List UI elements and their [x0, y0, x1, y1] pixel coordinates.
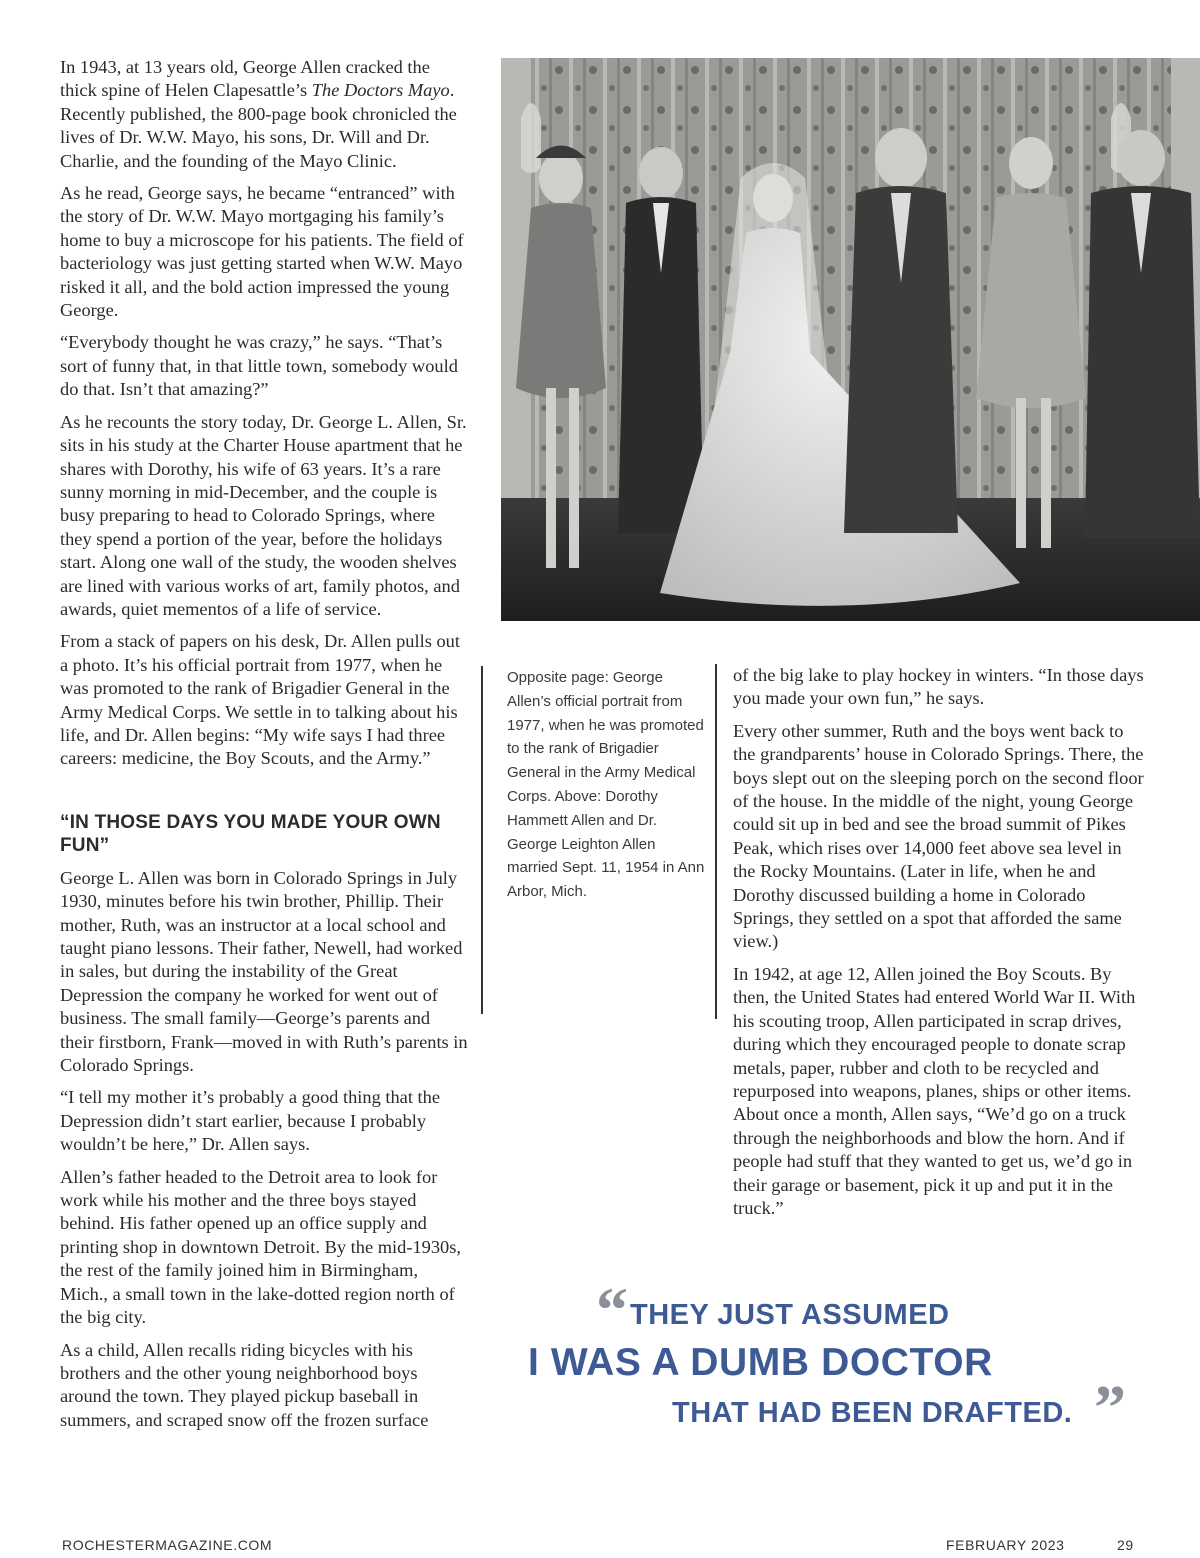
- paragraph-1-text-b: . Recently published, the 800-page book chronicled the lives of Dr. W.W. Mayo, his sons, Dr. Will and Dr. Charlie, and the founding of the Mayo Clinic.: [60, 80, 457, 171]
- paragraph-1-text-a: In 1943, at 13 years old, George Allen cracked the thick spine of Helen Clapesattle’s: [60, 57, 430, 101]
- open-quote-mark: “: [596, 1274, 628, 1345]
- paragraph-3: “Everybody thought he was crazy,” he says. “That’s sort of funny that, in that little town, somebody would do that. Isn’t that amazing?”: [60, 332, 458, 400]
- right-paragraph-3: In 1942, at age 12, Allen joined the Boy Scouts. By then, the United States had entered World War II. With his scouting troop, Allen participated in scrap drives, during which they encouraged people to donate scrap metals, paper, rubber and cloth to be recycled and repurposed into weapons, planes, ships or other items. About once a month, Allen says, “We’d go on a truck through the neighborhoods and blow the horn. And if people had stuff that they wanted to get us, we’d go in their garage or basement, pick it up and put it in the truck.”: [733, 963, 1136, 1218]
- book-title: The Doctors Mayo: [311, 80, 450, 101]
- section-subhead: “IN THOSE DAYS YOU MADE YOUR OWN FUN”: [60, 811, 441, 856]
- wedding-photo: [501, 58, 1200, 621]
- right-paragraph-1: of the big lake to play hockey in winters. “In those days you made your own fun,” he says.: [733, 665, 1144, 709]
- pull-quote-line-2: I WAS A DUMB DOCTOR: [528, 1341, 993, 1384]
- paragraph-5: From a stack of papers on his desk, Dr. Allen pulls out a photo. It’s his official portrait from 1977, when he was promoted to the rank of Brigadier General in the Army Medical Corps. We settle in to talking about his life, and Dr. Allen begins: “My wife says I had three careers: medicine, the Boy Scouts, and the Army.”: [60, 631, 460, 769]
- paragraph-4: As he recounts the story today, Dr. George L. Allen, Sr. sits in his study at the Charter House apartment that he shares with Dorothy, his wife of 63 years. It’s a rare sunny morning in mid-December, and the couple is busy preparing to head to Colorado Springs, where they spend a portion of the year, before the holidays start. Along one wall of the study, the wooden shelves are lined with various works of art, family photos, and awards, quiet mementos of a life of service.: [60, 411, 467, 619]
- wedding-photo-illustration: [501, 58, 1200, 621]
- photo-caption-block: [481, 666, 705, 1014]
- paragraph-7: “I tell my mother it’s probably a good thing that the Depression didn’t start earlier, because I probably wouldn’t be here,” Dr. Allen says.: [60, 1087, 440, 1155]
- pull-quote: [520, 1274, 1160, 1443]
- footer-issue: FEBRUARY 2023: [946, 1537, 1065, 1553]
- paragraph-1: [60, 56, 468, 173]
- footer-page-number: 29: [1117, 1537, 1134, 1553]
- paragraph-2: As he read, George says, he became “entranced” with the story of Dr. W.W. Mayo mortgaging his family’s home to buy a microscope for his patients. The field of bacteriology was just getting started when W.W. Mayo risked it all, and the bold action impressed the young George.: [60, 183, 464, 321]
- footer-site: ROCHESTERMAGAZINE.COM: [62, 1537, 273, 1553]
- right-paragraph-2: Every other summer, Ruth and the boys went back to the grandparents’ house in Colorado Springs. There, the boys slept out on the sleeping porch on the second floor of the house. In the middle of the night, young George could sit up in bed and see the broad summit of Pikes Peak, which rises over 14,000 feet above sea level in the Rocky Mountains. (Later in life, when he and Dorothy discussed building a home in Colorado Springs, they settled on a spot that afforded the same view.): [733, 720, 1144, 952]
- close-quote-mark: ”: [1094, 1372, 1126, 1443]
- photo-caption: Opposite page: George Allen’s official portrait from 1977, when he was promoted to the rank of Brigadier General in the Army Medical Corps. Above: Dorothy Hammett Allen and Dr. George Leighton Allen married Sept. 11, 1954 in Ann Arbor, Mich.: [507, 669, 705, 901]
- article-left-column: [60, 56, 468, 1441]
- article-right-column: [733, 664, 1145, 1229]
- paragraph-6: George L. Allen was born in Colorado Springs in July 1930, minutes before his twin brother, Phillip. Their mother, Ruth, was an instructor at a local school and taught piano lessons. Their father, Newell, had worked in sales, but during the instability of the Great Depression the company he worked for went out of business. The small family—George’s parents and their firstborn, Frank—moved in with Ruth’s parents in Colorado Springs.: [60, 867, 468, 1076]
- paragraph-9: As a child, Allen recalls riding bicycles with his brothers and the other young neighborhood boys around the town. They played pickup baseball in summers, and scraped snow off the frozen surface: [60, 1339, 429, 1430]
- pull-quote-line-1: THEY JUST ASSUMED: [630, 1299, 950, 1331]
- paragraph-8: Allen’s father headed to the Detroit area to look for work while his mother and the three boys stayed behind. His father opened up an office supply and printing shop in downtown Detroit. By the mid-1930s, the rest of the family joined him in Birmingham, Mich., a small town in the lake-dotted region north of the big city.: [60, 1166, 462, 1328]
- pull-quote-line-3: THAT HAD BEEN DRAFTED.: [672, 1397, 1073, 1429]
